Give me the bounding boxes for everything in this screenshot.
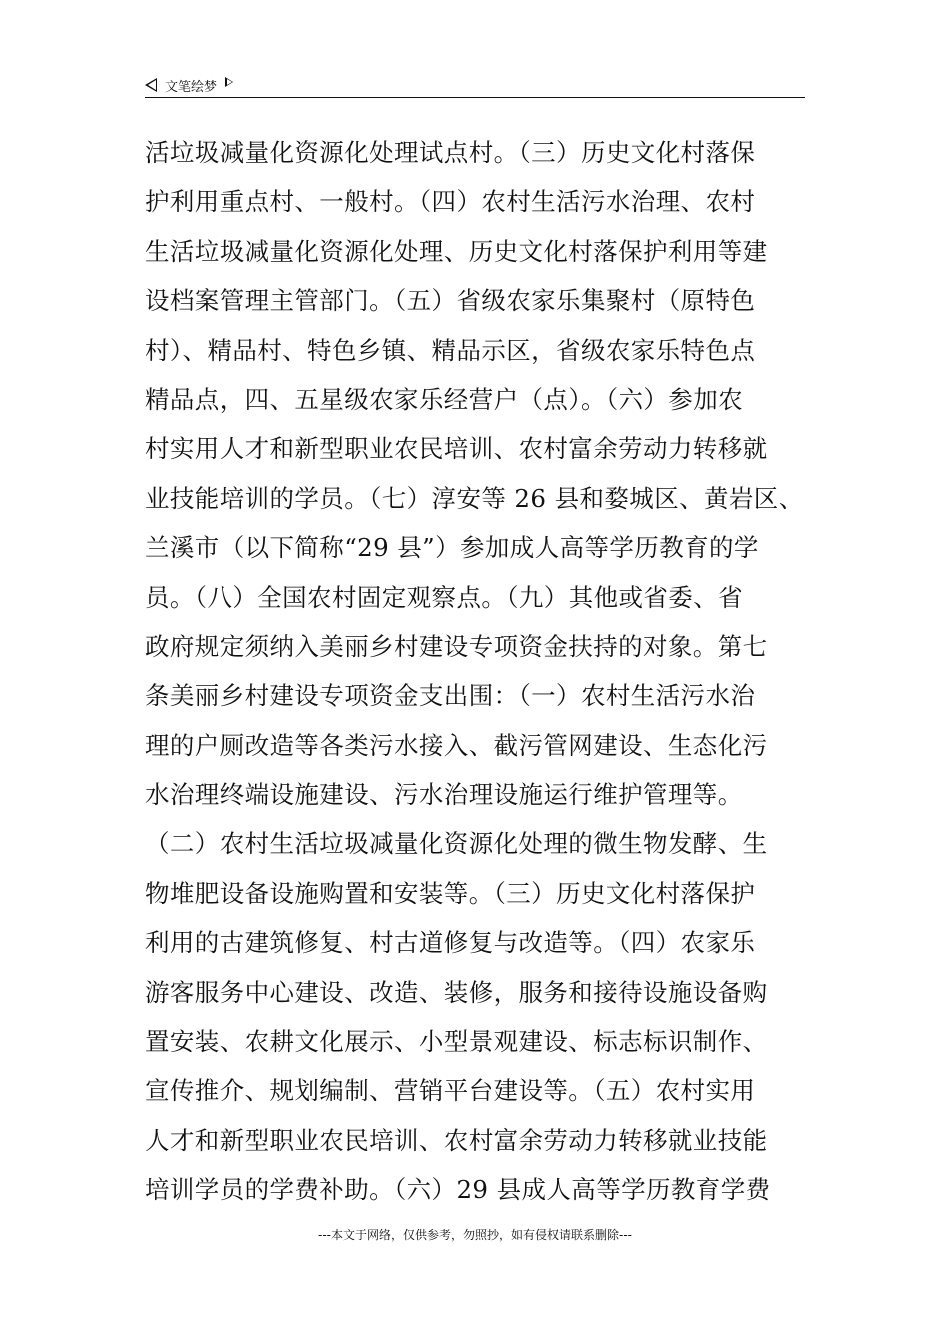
body-line: 活垃圾减量化资源化处理试点村。（三）历史文化村落保 <box>145 138 756 167</box>
body-line: 政府规定须纳入美丽乡村建设专项资金扶持的对象。第七 <box>145 631 768 661</box>
body-line: 物堆肥设备设施购置和安装等。（三）历史文化村落保护 <box>145 878 756 908</box>
body-line: 村实用人才和新型职业农民培训、农村富余劳动力转移就 <box>145 434 768 464</box>
body-line: 人才和新型职业农民培训、农村富余劳动力转移就业技能 <box>145 1125 768 1155</box>
body-line: 设档案管理主管部门。（五）省级农家乐集聚村（原特色 <box>145 286 756 316</box>
document-body <box>145 128 825 1215</box>
body-line: 兰溪市（以下简称“29 县”）参加成人高等学历教育的学 <box>145 533 759 563</box>
body-line: （二）农村生活垃圾减量化资源化处理的微生物发酵、生 <box>145 829 768 859</box>
header-title: 文笔绘梦 <box>165 79 218 95</box>
body-line: 置安装、农耕文化展示、小型景观建设、标志标识制作、 <box>145 1027 768 1057</box>
body-line: 水治理终端设施建设、污水治理设施运行维护管理等。 <box>145 780 743 810</box>
header-divider <box>145 97 805 98</box>
body-line: 理的户厕改造等各类污水接入、截污管网建设、生态化污 <box>145 730 768 760</box>
page-footer-disclaimer: ---本文于网络，仅供参考，勿照抄，如有侵权请联系删除--- <box>318 1228 632 1242</box>
body-line: 条美丽乡村建设专项资金支出围：（一）农村生活污水治 <box>145 681 756 711</box>
body-line: 业技能培训的学员。（七）淳安等 26 县和婺城区、黄岩区、 <box>145 483 804 513</box>
body-line: 游客服务中心建设、改造、装修，服务和接待设施设备购 <box>145 977 768 1007</box>
body-line: 精品点，四、五星级农家乐经营户（点）。（六）参加农 <box>145 384 743 414</box>
triangle-right-icon <box>225 77 233 87</box>
body-line: 护利用重点村、一般村。（四）农村生活污水治理、农村 <box>145 187 756 217</box>
triangle-left-icon <box>145 78 157 92</box>
body-line: 村）、精品村、特色乡镇、精品示区，省级农家乐特色点 <box>145 335 756 365</box>
body-line: 利用的古建筑修复、村古道修复与改造等。（四）农家乐 <box>145 928 756 958</box>
body-line: 员。（八）全国农村固定观察点。（九）其他或省委、省 <box>145 582 743 612</box>
body-line: 培训学员的学费补助。（六）29 县成人高等学历教育学费 <box>145 1175 771 1205</box>
body-line: 宣传推介、规划编制、营销平台建设等。（五）农村实用 <box>145 1076 756 1106</box>
page-header <box>145 74 233 96</box>
body-line: 生活垃圾减量化资源化处理、历史文化村落保护利用等建 <box>145 236 768 266</box>
